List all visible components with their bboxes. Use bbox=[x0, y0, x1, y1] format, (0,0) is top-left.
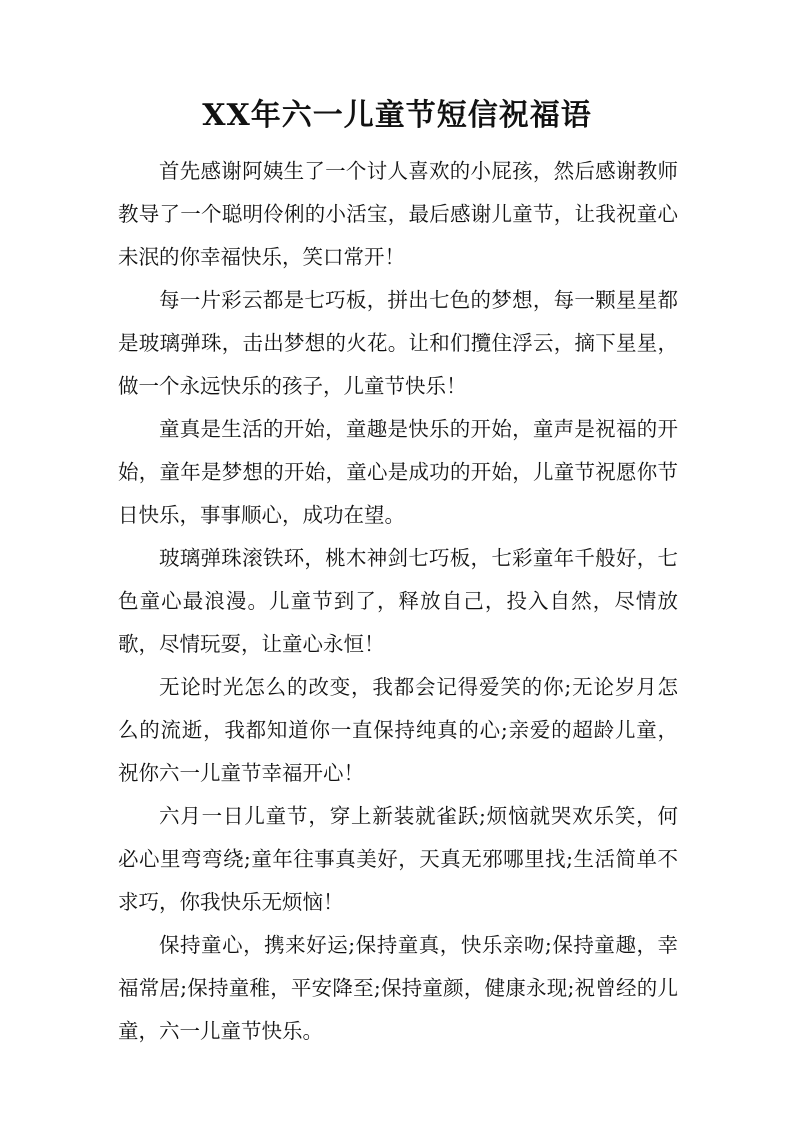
paragraph-3: 童真是生活的开始，童趣是快乐的开始，童声是祝福的开始，童年是梦想的开始，童心是成功的开始，儿童节祝愿你节日快乐，事事顺心，成功在望。 bbox=[118, 417, 678, 527]
paragraph-6: 六月一日儿童节，穿上新装就雀跃;烦恼就哭欢乐笑，何必心里弯弯绕;童年往事真美好，天真无邪哪里找;生活简单不求巧，你我快乐无烦恼！ bbox=[118, 804, 678, 914]
document-title: XX年六一儿童节短信祝福语 bbox=[202, 98, 592, 133]
paragraph-7: 保持童心，携来好运;保持童真，快乐亲吻;保持童趣，幸福常居;保持童稚，平安降至;保持童颜，健康永现;祝曾经的儿童，六一儿童节快乐。 bbox=[118, 933, 678, 1043]
document-body bbox=[118, 150, 678, 1053]
paragraph-4: 玻璃弹珠滚铁环，桃木神剑七巧板，七彩童年千般好，七色童心最浪漫。儿童节到了，释放自己，投入自然，尽情放歌，尽情玩耍，让童心永恒！ bbox=[118, 546, 678, 656]
paragraph-5: 无论时光怎么的改变，我都会记得爱笑的你;无论岁月怎么的流逝，我都知道你一直保持纯真的心;亲爱的超龄儿童，祝你六一儿童节幸福开心！ bbox=[118, 675, 678, 785]
paragraph-1: 首先感谢阿姨生了一个讨人喜欢的小屁孩，然后感谢教师教导了一个聪明伶俐的小活宝，最后感谢儿童节，让我祝童心未泯的你幸福快乐，笑口常开！ bbox=[118, 159, 678, 269]
paragraph-2: 每一片彩云都是七巧板，拼出七色的梦想，每一颗星星都是玻璃弹珠，击出梦想的火花。让和们攬住浮云，摘下星星，做一个永远快乐的孩子，儿童节快乐！ bbox=[118, 288, 678, 398]
